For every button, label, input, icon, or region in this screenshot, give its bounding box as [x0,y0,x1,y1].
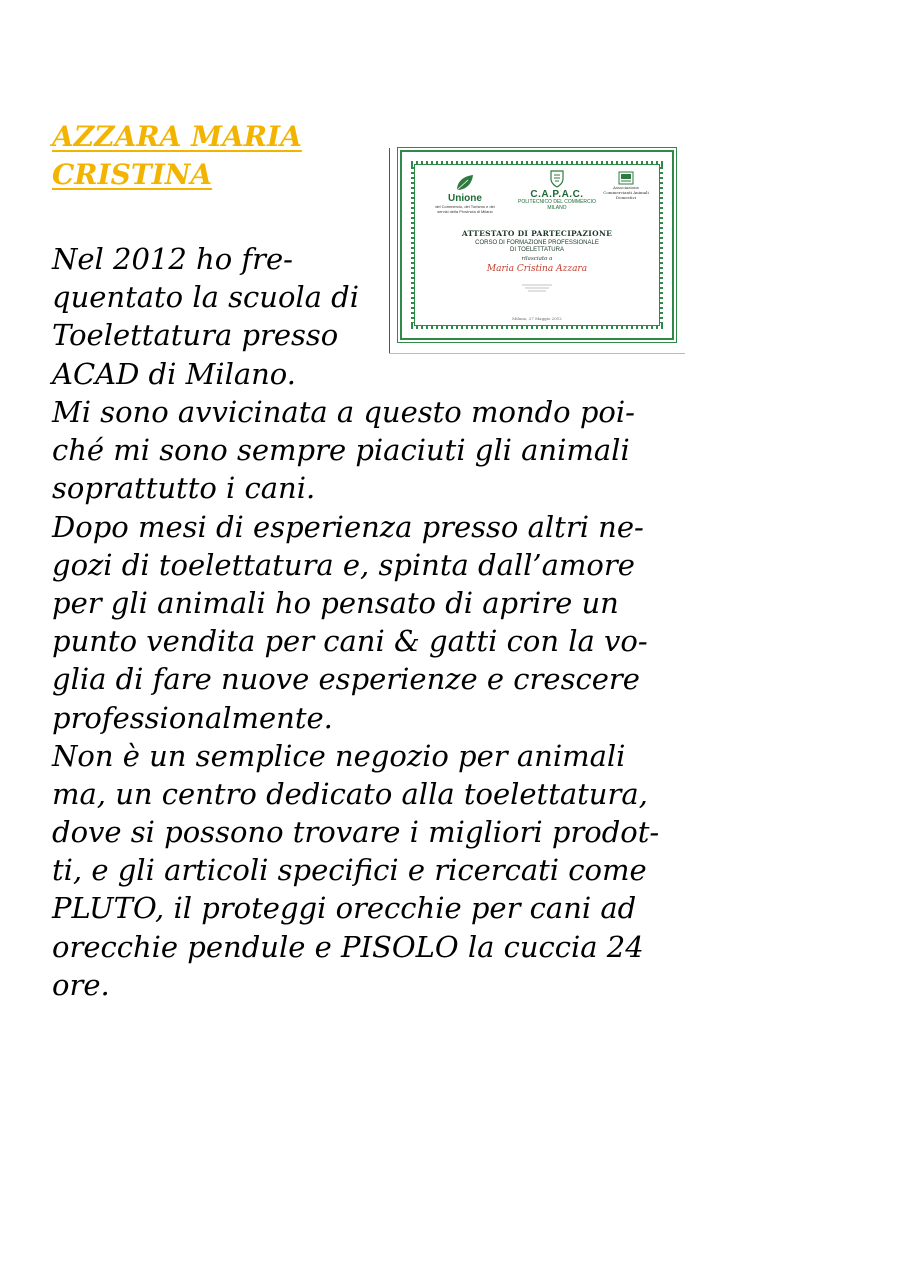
text-line: glia di fare nuove esperienze e crescere [52,662,640,697]
certificate-stamp [415,282,659,296]
certificate-image [389,140,685,354]
certificate-frame [400,150,674,340]
text-line: orecchie pendule e PISOLO la cuccia 24 [52,929,644,964]
certificate-issued-to: rilasciato a [521,256,553,262]
text-line: quentato la scuola di [52,280,360,315]
certificate-body [414,164,660,326]
certificate-recipient: Maria Cristina Azzara [486,264,588,274]
certificate-date: Milano, 27 Maggio 2012 [512,316,562,321]
crest-icon [549,169,565,189]
capac-name: C.A.P.A.C. [530,189,584,200]
unione-logo [435,173,495,214]
course-line: CORSO DI FORMAZIONE PROFESSIONALE [475,240,599,246]
acad-logo [601,171,651,200]
text-line: ACAD di Milano. [52,356,296,391]
text-line: per gli animali ho pensato di aprire un [52,585,619,620]
text-line: ti, e gli articoli specifici e ricercati come [52,853,647,888]
text-line: PLUTO, il proteggi orecchie per cani ad [52,891,637,926]
text-line: soprattutto i cani. [52,471,316,506]
scan-edge [389,353,685,354]
intro-paragraph [52,240,359,393]
text-line: punto vendita per cani & gatti con la vo- [52,624,648,659]
stamp-icon [520,282,554,294]
scan-edge [389,148,390,354]
certificate-course [415,240,659,254]
text-line: Nel 2012 ho fre- [52,242,293,276]
text-line: ché mi sono sempre piaciuti gli animali [52,433,630,468]
course-line: DI TOELETTATURA [510,247,564,253]
text-line: Non è un semplice negozio per animali [52,738,626,773]
text-line: ma, un centro dedicato alla toelettatura, [52,776,648,811]
page-title [52,118,302,194]
title-line: AZZARA MARIA [52,120,302,153]
acad-subtitle: Associazione Commercianti Animali Domestici [603,185,649,200]
certificate-heading: ATTESTATO DI PARTECIPAZIONE [461,229,613,238]
text-line: ore. [52,967,110,1002]
text-line: dove si possono trovare i migliori prodot- [52,815,660,850]
text-line: gozi di toelettatura e, spinta dall’amore [52,547,635,582]
main-paragraph [52,393,659,1004]
title-line: CRISTINA [52,158,213,191]
text-line: Dopo mesi di esperienza presso altri ne- [52,509,644,544]
capac-subtitle: POLITECNICO DEL COMMERCIO [518,199,596,205]
capac-logo [507,169,607,211]
text-line: professionalmente. [52,700,333,735]
unione-subtitle: del Commercio, del Turismo e dei servizi della Provincia di Milano [435,204,495,214]
text-line: Toelettatura presso [52,318,339,353]
acad-icon [618,171,634,185]
text-line: Mi sono avvicinata a questo mondo poi- [52,395,635,429]
unione-name: Unione [448,193,482,204]
leaf-icon [454,173,476,193]
capac-subtitle: MILANO [547,204,567,211]
